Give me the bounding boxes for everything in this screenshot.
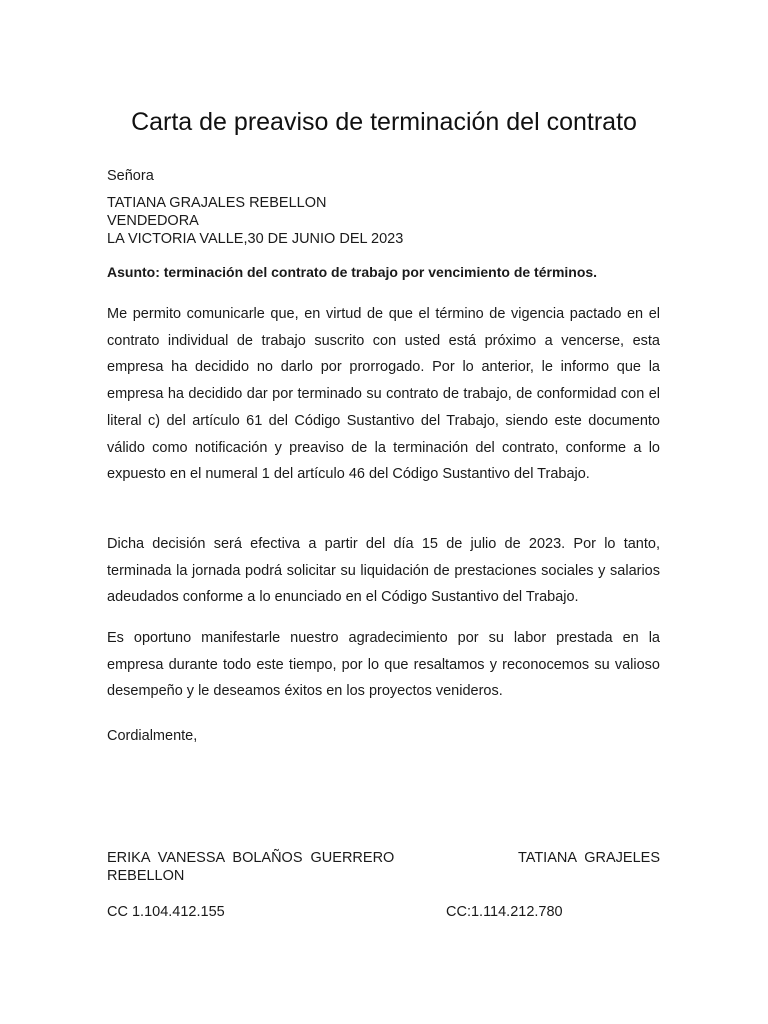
signer-id: CC 1.104.412.155 bbox=[107, 904, 225, 920]
recipient-signature-name: TATIANA GRAJELES bbox=[517, 850, 660, 866]
signature-names-line bbox=[107, 849, 660, 867]
closing: Cordialmente, bbox=[107, 728, 198, 744]
recipient-block bbox=[107, 194, 403, 248]
subject-line: Asunto: terminación del contrato de trabajo por vencimiento de términos. bbox=[107, 264, 598, 280]
signer-name: ERIKA VANESSA BOLAÑOS GUERRERO bbox=[107, 850, 395, 866]
body-paragraph-1: Me permito comunicarle que, en virtud de que el término de vigencia pactado en el contrato individual de trabajo suscrito con usted está próximo a vencerse, esta empresa ha decidido no darlo por prorrogado. Por lo anterior, le informo que la empresa ha decidido dar por terminado su contrato de trabajo, de conformidad con el literal c) del artículo 61 del Código Sustantivo del Trabajo, siendo este documento válido como notificación y preaviso de la terminación del contrato, conforme a lo expuesto en el numeral 1 del artículo 46 del Código Sustantivo del Trabajo. bbox=[107, 306, 660, 483]
recipient-position: VENDEDORA bbox=[107, 213, 199, 229]
recipient-signature-surname: REBELLON bbox=[107, 868, 185, 884]
body-paragraph-2: Dicha decisión será efectiva a partir del día 15 de julio de 2023. Por lo tanto, terminada la jornada podrá solicitar su liquidación de prestaciones sociales y salarios adeudados conforme a lo enunciado en el Código Sustantivo del Trabajo. bbox=[107, 536, 660, 606]
recipient-id: CC:1.114.212.780 bbox=[446, 904, 563, 920]
page-title: Carta de preaviso de terminación del contrato bbox=[131, 108, 637, 136]
recipient-name: TATIANA GRAJALES REBELLON bbox=[107, 195, 327, 211]
place-date: LA VICTORIA VALLE,30 DE JUNIO DEL 2023 bbox=[107, 231, 404, 247]
salutation: Señora bbox=[107, 168, 154, 184]
body-paragraph-3: Es oportuno manifestarle nuestro agradecimiento por su labor prestada en la empresa durante todo este tiempo, por lo que resaltamos y reconocemos su valioso desempeño y le deseamos éxitos en los proyectos venideros. bbox=[107, 630, 660, 700]
